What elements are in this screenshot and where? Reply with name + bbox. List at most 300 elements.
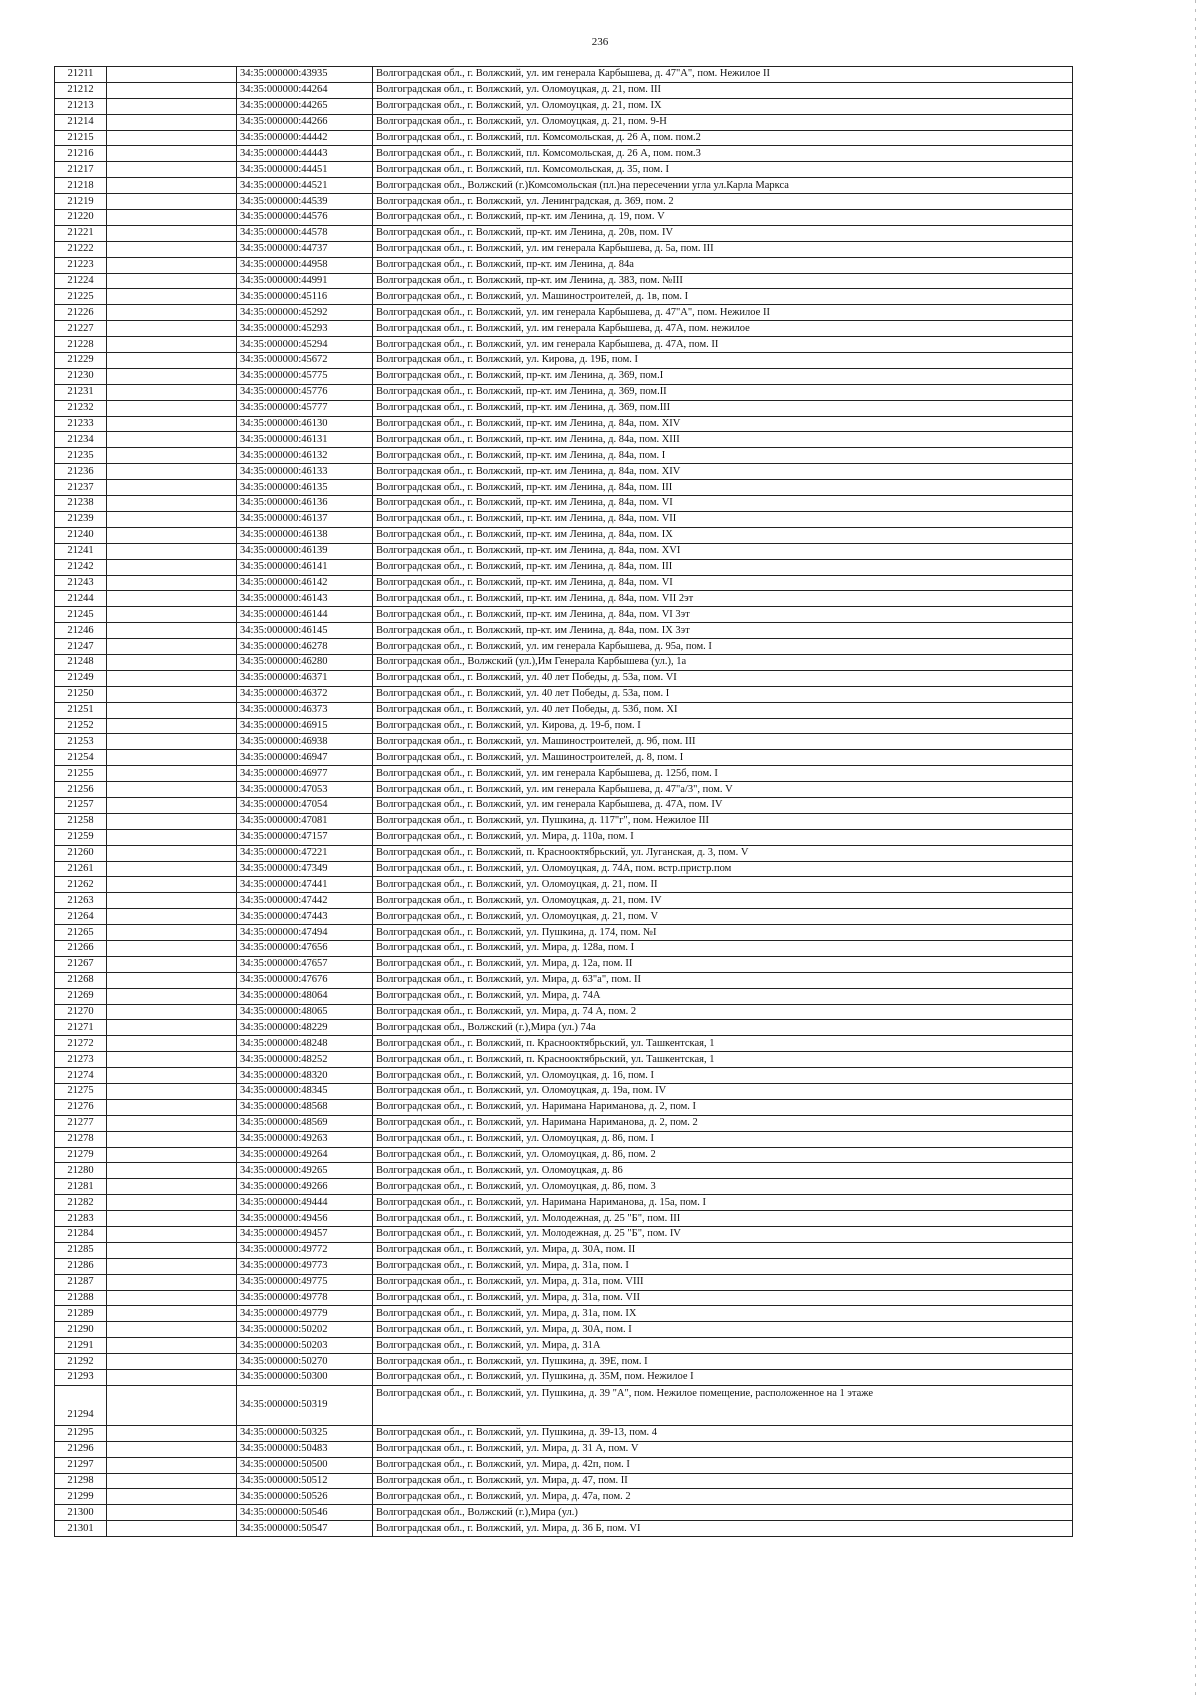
table-row <box>55 225 1073 241</box>
address: Волгоградская обл., г. Волжский, ул. Оломоуцкая, д. 21, пом. 9-Н <box>373 114 1073 130</box>
address: Волгоградская обл., г. Волжский, ул. Оломоуцкая, д. 86, пом. 3 <box>373 1179 1073 1195</box>
cadastral-number: 34:35:000000:44264 <box>237 82 373 98</box>
address: Волгоградская обл., г. Волжский, пр-кт. им Ленина, д. 84а, пом. XVI <box>373 543 1073 559</box>
blank-cell <box>107 448 237 464</box>
table-row <box>55 766 1073 782</box>
address: Волгоградская обл., г. Волжский, пр-кт. им Ленина, д. 84а, пом. XIV <box>373 416 1073 432</box>
cadastral-number: 34:35:000000:49444 <box>237 1195 373 1211</box>
row-number: 21216 <box>55 146 107 162</box>
table-row <box>55 432 1073 448</box>
table-row <box>55 353 1073 369</box>
table-row <box>55 1068 1073 1084</box>
blank-cell <box>107 925 237 941</box>
blank-cell <box>107 1473 237 1489</box>
row-number: 21212 <box>55 82 107 98</box>
address: Волгоградская обл., г. Волжский, ул. Мира, д. 47, пом. II <box>373 1473 1073 1489</box>
address: Волгоградская обл., г. Волжский, пр-кт. им Ленина, д. 84а, пом. I <box>373 448 1073 464</box>
row-number: 21295 <box>55 1425 107 1441</box>
blank-cell <box>107 559 237 575</box>
address: Волгоградская обл., г. Волжский, ул. Мира, д. 74 А, пом. 2 <box>373 1004 1073 1020</box>
address: Волгоградская обл., г. Волжский, ул. Мира, д. 128а, пом. I <box>373 940 1073 956</box>
address: Волгоградская обл., г. Волжский, ул. Мира, д. 36 Б, пом. VI <box>373 1521 1073 1537</box>
address: Волгоградская обл., г. Волжский, ул. Мира, д. 31а, пом. VII <box>373 1290 1073 1306</box>
cadastral-number: 34:35:000000:46145 <box>237 623 373 639</box>
address: Волгоградская обл., г. Волжский, ул. им генерала Карбышева, д. 95а, пом. I <box>373 639 1073 655</box>
cadastral-number: 34:35:000000:50546 <box>237 1505 373 1521</box>
cadastral-number: 34:35:000000:45293 <box>237 321 373 337</box>
cadastral-number: 34:35:000000:50203 <box>237 1338 373 1354</box>
address: Волгоградская обл., г. Волжский, ул. Наримана Нариманова, д. 15а, пом. I <box>373 1195 1073 1211</box>
address: Волгоградская обл., г. Волжский, ул. Оломоуцкая, д. 21, пом. II <box>373 877 1073 893</box>
blank-cell <box>107 1227 237 1243</box>
blank-cell <box>107 607 237 623</box>
table-row <box>55 845 1073 861</box>
table-row <box>55 1274 1073 1290</box>
cadastral-number: 34:35:000000:45672 <box>237 353 373 369</box>
cadastral-number: 34:35:000000:50319 <box>237 1385 373 1425</box>
blank-cell <box>107 829 237 845</box>
table-row <box>55 956 1073 972</box>
cadastral-number: 34:35:000000:46135 <box>237 480 373 496</box>
row-number: 21249 <box>55 670 107 686</box>
blank-cell <box>107 1425 237 1441</box>
table-row <box>55 893 1073 909</box>
table-row <box>55 1290 1073 1306</box>
table-row <box>55 750 1073 766</box>
address: Волгоградская обл., г. Волжский, ул. Оломоуцкая, д. 86, пом. I <box>373 1131 1073 1147</box>
cadastral-number: 34:35:000000:46915 <box>237 718 373 734</box>
address: Волгоградская обл., г. Волжский, ул. им генерала Карбышева, д. 47А, пом. IV <box>373 797 1073 813</box>
blank-cell <box>107 988 237 1004</box>
cadastral-number: 34:35:000000:47494 <box>237 925 373 941</box>
table-row <box>55 1131 1073 1147</box>
address: Волгоградская обл., г. Волжский, пр-кт. им Ленина, д. 369, пом.I <box>373 368 1073 384</box>
cadastral-number: 34:35:000000:46130 <box>237 416 373 432</box>
blank-cell <box>107 400 237 416</box>
row-number: 21298 <box>55 1473 107 1489</box>
address: Волгоградская обл., г. Волжский, пр-кт. им Ленина, д. 369, пом.III <box>373 400 1073 416</box>
address: Волгоградская обл., г. Волжский, пр-кт. им Ленина, д. 84а, пом. XIII <box>373 432 1073 448</box>
blank-cell <box>107 861 237 877</box>
row-number: 21283 <box>55 1211 107 1227</box>
row-number: 21289 <box>55 1306 107 1322</box>
table-row <box>55 1115 1073 1131</box>
address: Волгоградская обл., г. Волжский, пр-кт. им Ленина, д. 84а, пом. VI <box>373 575 1073 591</box>
row-number: 21252 <box>55 718 107 734</box>
table-row <box>55 1385 1073 1425</box>
row-number: 21285 <box>55 1242 107 1258</box>
address: Волгоградская обл., г. Волжский, пл. Комсомольская, д. 26 А, пом. пом.3 <box>373 146 1073 162</box>
address: Волгоградская обл., г. Волжский, ул. Мира, д. 30А, пом. I <box>373 1322 1073 1338</box>
row-number: 21222 <box>55 241 107 257</box>
table-row <box>55 702 1073 718</box>
address: Волгоградская обл., г. Волжский, ул. Мира, д. 74А <box>373 988 1073 1004</box>
address: Волгоградская обл., г. Волжский, ул. Пушкина, д. 39-13, пом. 4 <box>373 1425 1073 1441</box>
row-number: 21235 <box>55 448 107 464</box>
cadastral-number: 34:35:000000:50547 <box>237 1521 373 1537</box>
table-row <box>55 654 1073 670</box>
cadastral-number: 34:35:000000:48345 <box>237 1084 373 1100</box>
blank-cell <box>107 591 237 607</box>
address: Волгоградская обл., г. Волжский, ул. Пушкина, д. 35М, пом. Нежилое I <box>373 1370 1073 1386</box>
table-row <box>55 448 1073 464</box>
blank-cell <box>107 225 237 241</box>
table-row <box>55 146 1073 162</box>
address: Волгоградская обл., Волжский (ул.),Им Генерала Карбышева (ул.), 1а <box>373 654 1073 670</box>
cadastral-number: 34:35:000000:46144 <box>237 607 373 623</box>
table-row <box>55 273 1073 289</box>
cadastral-number: 34:35:000000:48320 <box>237 1068 373 1084</box>
address: Волгоградская обл., г. Волжский, пл. Комсомольская, д. 26 А, пом. пом.2 <box>373 130 1073 146</box>
blank-cell <box>107 321 237 337</box>
row-number: 21236 <box>55 464 107 480</box>
blank-cell <box>107 1290 237 1306</box>
table-row <box>55 940 1073 956</box>
row-number: 21277 <box>55 1115 107 1131</box>
blank-cell <box>107 1084 237 1100</box>
row-number: 21255 <box>55 766 107 782</box>
table-row <box>55 1505 1073 1521</box>
cadastral-number: 34:35:000000:46143 <box>237 591 373 607</box>
cadastral-number: 34:35:000000:44266 <box>237 114 373 130</box>
table-row <box>55 162 1073 178</box>
row-number: 21280 <box>55 1163 107 1179</box>
blank-cell <box>107 480 237 496</box>
cadastral-number: 34:35:000000:49456 <box>237 1211 373 1227</box>
table-row <box>55 559 1073 575</box>
table-row <box>55 384 1073 400</box>
table-row <box>55 1306 1073 1322</box>
row-number: 21279 <box>55 1147 107 1163</box>
row-number: 21300 <box>55 1505 107 1521</box>
address: Волгоградская обл., г. Волжский, ул. Кирова, д. 19-б, пом. I <box>373 718 1073 734</box>
address: Волгоградская обл., г. Волжский, ул. им генерала Карбышева, д. 47А, пом. II <box>373 337 1073 353</box>
table-row <box>55 241 1073 257</box>
table-row <box>55 1489 1073 1505</box>
cadastral-number: 34:35:000000:47676 <box>237 972 373 988</box>
cadastral-number: 34:35:000000:45777 <box>237 400 373 416</box>
address: Волгоградская обл., г. Волжский, ул. им генерала Карбышева, д. 47"а/3", пом. V <box>373 782 1073 798</box>
blank-cell <box>107 639 237 655</box>
address: Волгоградская обл., г. Волжский, пр-кт. им Ленина, д. 84а, пом. XIV <box>373 464 1073 480</box>
blank-cell <box>107 527 237 543</box>
table-row <box>55 98 1073 114</box>
row-number: 21228 <box>55 337 107 353</box>
address: Волгоградская обл., г. Волжский, ул. Кирова, д. 19Б, пом. I <box>373 353 1073 369</box>
address: Волгоградская обл., г. Волжский, пр-кт. им Ленина, д. 84а, пом. VII <box>373 511 1073 527</box>
address: Волгоградская обл., г. Волжский, ул. Машиностроителей, д. 8, пом. I <box>373 750 1073 766</box>
row-number: 21231 <box>55 384 107 400</box>
row-number: 21290 <box>55 1322 107 1338</box>
table-row <box>55 734 1073 750</box>
blank-cell <box>107 130 237 146</box>
cadastral-number: 34:35:000000:50483 <box>237 1441 373 1457</box>
address: Волгоградская обл., г. Волжский, пр-кт. им Ленина, д. 84а, пом. VII 2эт <box>373 591 1073 607</box>
row-number: 21240 <box>55 527 107 543</box>
address: Волгоградская обл., г. Волжский, ул. Оломоуцкая, д. 74А, пом. встр.пристр.пом <box>373 861 1073 877</box>
cadastral-number: 34:35:000000:47657 <box>237 956 373 972</box>
cadastral-number: 34:35:000000:49266 <box>237 1179 373 1195</box>
cadastral-number: 34:35:000000:50300 <box>237 1370 373 1386</box>
blank-cell <box>107 1242 237 1258</box>
row-number: 21265 <box>55 925 107 941</box>
blank-cell <box>107 194 237 210</box>
address: Волгоградская обл., г. Волжский, ул. Мира, д. 30А, пом. II <box>373 1242 1073 1258</box>
row-number: 21248 <box>55 654 107 670</box>
cadastral-number: 34:35:000000:45294 <box>237 337 373 353</box>
table-row <box>55 988 1073 1004</box>
cadastral-number: 34:35:000000:46947 <box>237 750 373 766</box>
table-row <box>55 1179 1073 1195</box>
blank-cell <box>107 702 237 718</box>
table-row <box>55 321 1073 337</box>
cadastral-number: 34:35:000000:47442 <box>237 893 373 909</box>
address: Волгоградская обл., г. Волжский, пр-кт. им Ленина, д. 84а, пом. IX <box>373 527 1073 543</box>
blank-cell <box>107 972 237 988</box>
blank-cell <box>107 384 237 400</box>
blank-cell <box>107 718 237 734</box>
row-number: 21301 <box>55 1521 107 1537</box>
address: Волгоградская обл., г. Волжский, пр-кт. им Ленина, д. 84а <box>373 257 1073 273</box>
address: Волгоградская обл., г. Волжский, ул. Оломоуцкая, д. 19а, пом. IV <box>373 1084 1073 1100</box>
table-row <box>55 368 1073 384</box>
address: Волгоградская обл., г. Волжский, ул. Наримана Нариманова, д. 2, пом. I <box>373 1099 1073 1115</box>
row-number: 21254 <box>55 750 107 766</box>
address: Волгоградская обл., г. Волжский, пл. Комсомольская, д. 35, пом. I <box>373 162 1073 178</box>
cadastral-number: 34:35:000000:48064 <box>237 988 373 1004</box>
blank-cell <box>107 368 237 384</box>
table-row <box>55 1195 1073 1211</box>
blank-cell <box>107 1258 237 1274</box>
blank-cell <box>107 337 237 353</box>
address: Волгоградская обл., г. Волжский, п. Краснооктябрьский, ул. Ташкентская, 1 <box>373 1036 1073 1052</box>
cadastral-number: 34:35:000000:44265 <box>237 98 373 114</box>
address: Волгоградская обл., г. Волжский, ул. Мира, д. 31а, пом. I <box>373 1258 1073 1274</box>
row-number: 21239 <box>55 511 107 527</box>
blank-cell <box>107 623 237 639</box>
row-number: 21241 <box>55 543 107 559</box>
table-row <box>55 639 1073 655</box>
cadastral-number: 34:35:000000:45292 <box>237 305 373 321</box>
cadastral-number: 34:35:000000:46371 <box>237 670 373 686</box>
address: Волгоградская обл., г. Волжский, ул. Пушкина, д. 174, пом. №I <box>373 925 1073 941</box>
row-number: 21259 <box>55 829 107 845</box>
cadastral-number: 34:35:000000:49773 <box>237 1258 373 1274</box>
blank-cell <box>107 1211 237 1227</box>
cadastral-number: 34:35:000000:45775 <box>237 368 373 384</box>
row-number: 21288 <box>55 1290 107 1306</box>
row-number: 21262 <box>55 877 107 893</box>
blank-cell <box>107 1163 237 1179</box>
table-row <box>55 797 1073 813</box>
table-row <box>55 1258 1073 1274</box>
cadastral-number: 34:35:000000:46142 <box>237 575 373 591</box>
table-row <box>55 1052 1073 1068</box>
blank-cell <box>107 543 237 559</box>
cadastral-number: 34:35:000000:46372 <box>237 686 373 702</box>
address: Волгоградская обл., г. Волжский, ул. им генерала Карбышева, д. 47А, пом. нежилое <box>373 321 1073 337</box>
blank-cell <box>107 813 237 829</box>
table-row <box>55 782 1073 798</box>
table-row <box>55 1227 1073 1243</box>
row-number: 21227 <box>55 321 107 337</box>
table-row <box>55 591 1073 607</box>
blank-cell <box>107 1441 237 1457</box>
registry-body <box>55 67 1073 1537</box>
row-number: 21226 <box>55 305 107 321</box>
blank-cell <box>107 1020 237 1036</box>
row-number: 21269 <box>55 988 107 1004</box>
address: Волгоградская обл., г. Волжский, ул. Мира, д. 42п, пом. I <box>373 1457 1073 1473</box>
table-row <box>55 1354 1073 1370</box>
blank-cell <box>107 1370 237 1386</box>
blank-cell <box>107 432 237 448</box>
cadastral-number: 34:35:000000:44442 <box>237 130 373 146</box>
blank-cell <box>107 257 237 273</box>
cadastral-number: 34:35:000000:48569 <box>237 1115 373 1131</box>
cadastral-number: 34:35:000000:49775 <box>237 1274 373 1290</box>
page-number: 236 <box>591 36 609 48</box>
blank-cell <box>107 496 237 512</box>
table-row <box>55 1521 1073 1537</box>
address: Волгоградская обл., г. Волжский, ул. 40 лет Победы, д. 53а, пом. VI <box>373 670 1073 686</box>
cadastral-number: 34:35:000000:46133 <box>237 464 373 480</box>
table-row <box>55 1370 1073 1386</box>
row-number: 21256 <box>55 782 107 798</box>
blank-cell <box>107 146 237 162</box>
cadastral-number: 34:35:000000:46139 <box>237 543 373 559</box>
cadastral-number: 34:35:000000:43935 <box>237 67 373 83</box>
cadastral-number: 34:35:000000:50270 <box>237 1354 373 1370</box>
address: Волгоградская обл., г. Волжский, ул. Мира, д. 63"а", пом. II <box>373 972 1073 988</box>
address: Волгоградская обл., г. Волжский, ул. им генерала Карбышева, д. 125б, пом. I <box>373 766 1073 782</box>
address: Волгоградская обл., г. Волжский, пр-кт. им Ленина, д. 369, пом.II <box>373 384 1073 400</box>
address: Волгоградская обл., г. Волжский, ул. Наримана Нариманова, д. 2, пом. 2 <box>373 1115 1073 1131</box>
blank-cell <box>107 416 237 432</box>
address: Волгоградская обл., г. Волжский, п. Краснооктябрьский, ул. Ташкентская, 1 <box>373 1052 1073 1068</box>
row-number: 21299 <box>55 1489 107 1505</box>
row-number: 21282 <box>55 1195 107 1211</box>
cadastral-number: 34:35:000000:49779 <box>237 1306 373 1322</box>
cadastral-number: 34:35:000000:47221 <box>237 845 373 861</box>
table-row <box>55 972 1073 988</box>
blank-cell <box>107 1179 237 1195</box>
row-number: 21273 <box>55 1052 107 1068</box>
cadastral-number: 34:35:000000:46137 <box>237 511 373 527</box>
cadastral-number: 34:35:000000:44991 <box>237 273 373 289</box>
blank-cell <box>107 1489 237 1505</box>
row-number: 21214 <box>55 114 107 130</box>
address: Волгоградская обл., г. Волжский, ул. Оломоуцкая, д. 21, пом. IX <box>373 98 1073 114</box>
blank-cell <box>107 1274 237 1290</box>
row-number: 21243 <box>55 575 107 591</box>
address: Волгоградская обл., г. Волжский, пр-кт. им Ленина, д. 84а, пом. III <box>373 480 1073 496</box>
row-number: 21294 <box>55 1385 107 1425</box>
blank-cell <box>107 1322 237 1338</box>
blank-cell <box>107 67 237 83</box>
address: Волгоградская обл., Волжский (г.),Мира (ул.) 74а <box>373 1020 1073 1036</box>
cadastral-number: 34:35:000000:48252 <box>237 1052 373 1068</box>
address: Волгоградская обл., г. Волжский, ул. 40 лет Победы, д. 53б, пом. XI <box>373 702 1073 718</box>
address: Волгоградская обл., г. Волжский, ул. Ленинградская, д. 369, пом. 2 <box>373 194 1073 210</box>
address: Волгоградская обл., г. Волжский, пр-кт. им Ленина, д. 19, пом. V <box>373 210 1073 226</box>
cadastral-number: 34:35:000000:47441 <box>237 877 373 893</box>
address: Волгоградская обл., г. Волжский, ул. Мира, д. 110а, пом. I <box>373 829 1073 845</box>
cadastral-number: 34:35:000000:47443 <box>237 909 373 925</box>
cadastral-number: 34:35:000000:50512 <box>237 1473 373 1489</box>
cadastral-number: 34:35:000000:47656 <box>237 940 373 956</box>
table-row <box>55 877 1073 893</box>
address: Волгоградская обл., г. Волжский, ул. 40 лет Победы, д. 53а, пом. I <box>373 686 1073 702</box>
address: Волгоградская обл., г. Волжский, пр-кт. им Ленина, д. 84а, пом. III <box>373 559 1073 575</box>
blank-cell <box>107 1195 237 1211</box>
table-row <box>55 1457 1073 1473</box>
blank-cell <box>107 956 237 972</box>
row-number: 21242 <box>55 559 107 575</box>
row-number: 21297 <box>55 1457 107 1473</box>
address: Волгоградская обл., г. Волжский, ул. Мира, д. 31 А, пом. V <box>373 1441 1073 1457</box>
blank-cell <box>107 289 237 305</box>
row-number: 21245 <box>55 607 107 623</box>
blank-cell <box>107 893 237 909</box>
table-row <box>55 511 1073 527</box>
table-row <box>55 686 1073 702</box>
table-row <box>55 305 1073 321</box>
row-number: 21221 <box>55 225 107 241</box>
cadastral-number: 34:35:000000:44958 <box>237 257 373 273</box>
blank-cell <box>107 1338 237 1354</box>
blank-cell <box>107 178 237 194</box>
row-number: 21275 <box>55 1084 107 1100</box>
row-number: 21284 <box>55 1227 107 1243</box>
row-number: 21286 <box>55 1258 107 1274</box>
row-number: 21224 <box>55 273 107 289</box>
table-row <box>55 829 1073 845</box>
blank-cell <box>107 1147 237 1163</box>
blank-cell <box>107 797 237 813</box>
blank-cell <box>107 909 237 925</box>
blank-cell <box>107 162 237 178</box>
blank-cell <box>107 114 237 130</box>
row-number: 21220 <box>55 210 107 226</box>
table-row <box>55 480 1073 496</box>
row-number: 21230 <box>55 368 107 384</box>
cadastral-number: 34:35:000000:46278 <box>237 639 373 655</box>
table-row <box>55 178 1073 194</box>
table-row <box>55 670 1073 686</box>
address: Волгоградская обл., г. Волжский, ул. Пушкина, д. 117"г", пом. Нежилое III <box>373 813 1073 829</box>
row-number: 21257 <box>55 797 107 813</box>
cadastral-number: 34:35:000000:44443 <box>237 146 373 162</box>
row-number: 21217 <box>55 162 107 178</box>
property-registry-table <box>54 66 1073 1537</box>
table-row <box>55 496 1073 512</box>
cadastral-number: 34:35:000000:48568 <box>237 1099 373 1115</box>
blank-cell <box>107 1004 237 1020</box>
row-number: 21272 <box>55 1036 107 1052</box>
row-number: 21292 <box>55 1354 107 1370</box>
table-row <box>55 1147 1073 1163</box>
table-row <box>55 527 1073 543</box>
blank-cell <box>107 940 237 956</box>
table-row <box>55 861 1073 877</box>
table-row <box>55 1020 1073 1036</box>
blank-cell <box>107 575 237 591</box>
row-number: 21264 <box>55 909 107 925</box>
row-number: 21229 <box>55 353 107 369</box>
table-row <box>55 623 1073 639</box>
blank-cell <box>107 686 237 702</box>
